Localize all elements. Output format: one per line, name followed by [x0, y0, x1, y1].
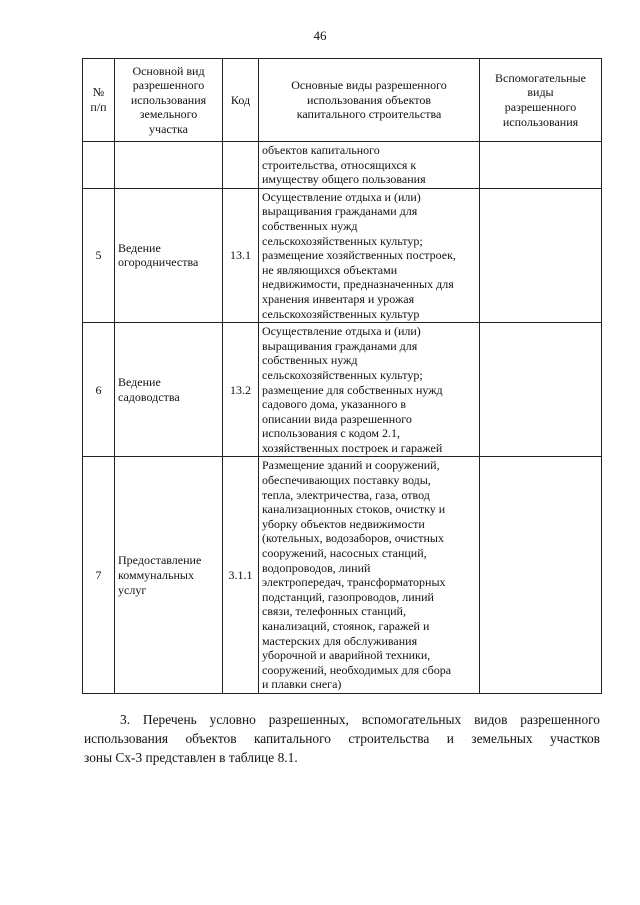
row-capital-uses: [259, 142, 480, 189]
row-auxiliary: [480, 457, 602, 694]
table-row: [83, 142, 602, 189]
description-line: сельскохозяйственных культур;: [262, 233, 423, 248]
main-use-line: Ведение: [118, 240, 161, 255]
description-line: строительства, относящихся к: [262, 157, 417, 172]
description-line: выращивания гражданами для: [262, 204, 418, 219]
table-body: [83, 142, 602, 694]
description-line: сельскохозяйственных культур;: [262, 367, 423, 382]
description-line: объектов капитального: [262, 143, 380, 157]
header-capital-uses: Основные виды разрешенного использования объектов капитального строительства: [259, 59, 480, 142]
row-code: 13.1: [223, 188, 259, 322]
row-main-use: [115, 142, 223, 189]
description-line: сооружений, необходимых для сбора: [262, 662, 452, 677]
row-main-use: [115, 323, 223, 457]
table-row: [83, 188, 602, 322]
description-line: недвижимости, предназначенных для: [262, 277, 454, 292]
main-use-line: Ведение: [118, 375, 161, 390]
description-line: собственных нужд: [262, 218, 358, 233]
row-auxiliary: [480, 142, 602, 189]
table-row: [83, 457, 602, 694]
main-use-line: коммунальных: [118, 567, 194, 582]
main-use-line: садоводства: [118, 389, 180, 404]
body-paragraph: [84, 710, 600, 767]
description-line: уборочной и аварийной техники,: [262, 648, 431, 663]
row-capital-uses: [259, 323, 480, 457]
description-line: Осуществление отдыха и (или): [262, 189, 421, 204]
paragraph-line: использования объектов капитального строительства и земельных участков: [84, 731, 600, 746]
row-main-use: [115, 457, 223, 694]
description-line: описании вида разрешенного: [262, 411, 412, 426]
row-number: 7: [83, 457, 115, 694]
description-line: сооружений, насосных станций,: [262, 546, 427, 561]
row-code: 3.1.1: [223, 457, 259, 694]
description-line: (котельных, водозаборов, очистных: [262, 531, 444, 546]
description-line: садового дома, указанного в: [262, 397, 406, 412]
main-use-line: Предоставление: [118, 553, 202, 568]
description-line: мастерских для обслуживания: [262, 633, 418, 648]
description-line: подстанций, газопроводов, линий: [262, 589, 434, 604]
description-line: размещение для собственных нужд: [262, 382, 443, 397]
header-main-use: Основной вид разрешенного использования земельного участка: [115, 59, 223, 142]
main-use-line: услуг: [118, 582, 147, 597]
description-line: уборку объектов недвижимости: [262, 516, 425, 531]
row-auxiliary: [480, 188, 602, 322]
description-line: хранения инвентаря и урожая: [262, 291, 415, 306]
description-line: собственных нужд: [262, 353, 358, 368]
description-line: обеспечивающих поставку воды,: [262, 473, 431, 488]
description-line: не являющихся объектами: [262, 262, 398, 277]
description-line: и плавки снега): [262, 677, 342, 692]
page-number: 46: [313, 28, 327, 43]
description-line: электропередач, трансформаторных: [262, 575, 446, 590]
paragraph-line: 3. Перечень условно разрешенных, вспомогательных видов разрешенного: [120, 712, 600, 727]
description-line: Размещение зданий и сооружений,: [262, 458, 440, 473]
description-line: хозяйственных построек и гаражей: [262, 440, 443, 455]
row-capital-uses: [259, 457, 480, 694]
main-use-line: огородничества: [118, 255, 199, 270]
description-line: тепла, электричества, газа, отвод: [262, 487, 430, 502]
description-line: использования с кодом 2.1,: [262, 426, 401, 441]
row-code: 13.2: [223, 323, 259, 457]
header-auxiliary: Вспомогательные виды разрешенного использования: [480, 59, 602, 142]
description-line: связи, телефонных станций,: [262, 604, 406, 619]
table-header-row: [83, 59, 602, 142]
header-code: Код: [223, 59, 259, 142]
description-line: канализаций, стоянок, гаражей и: [262, 619, 430, 633]
description-line: Осуществление отдыха и (или): [262, 324, 421, 339]
description-line: имуществу общего пользования: [262, 172, 426, 187]
row-number: 5: [83, 188, 115, 322]
row-capital-uses: [259, 188, 480, 322]
table-row: [83, 323, 602, 457]
header-number: № п/п: [83, 59, 115, 142]
description-line: сельскохозяйственных культур: [262, 306, 420, 321]
description-line: канализационных стоков, очистку и: [262, 502, 446, 517]
land-use-table: [82, 58, 602, 694]
row-main-use: [115, 188, 223, 322]
paragraph-line: зоны Сх-3 представлен в таблице 8.1.: [84, 750, 298, 765]
row-auxiliary: [480, 323, 602, 457]
row-code: [223, 142, 259, 189]
description-line: выращивания гражданами для: [262, 338, 418, 353]
description-line: водопроводов, линий: [262, 560, 371, 575]
description-line: размещение хозяйственных построек,: [262, 248, 456, 263]
row-number: 6: [83, 323, 115, 457]
row-number: [83, 142, 115, 189]
